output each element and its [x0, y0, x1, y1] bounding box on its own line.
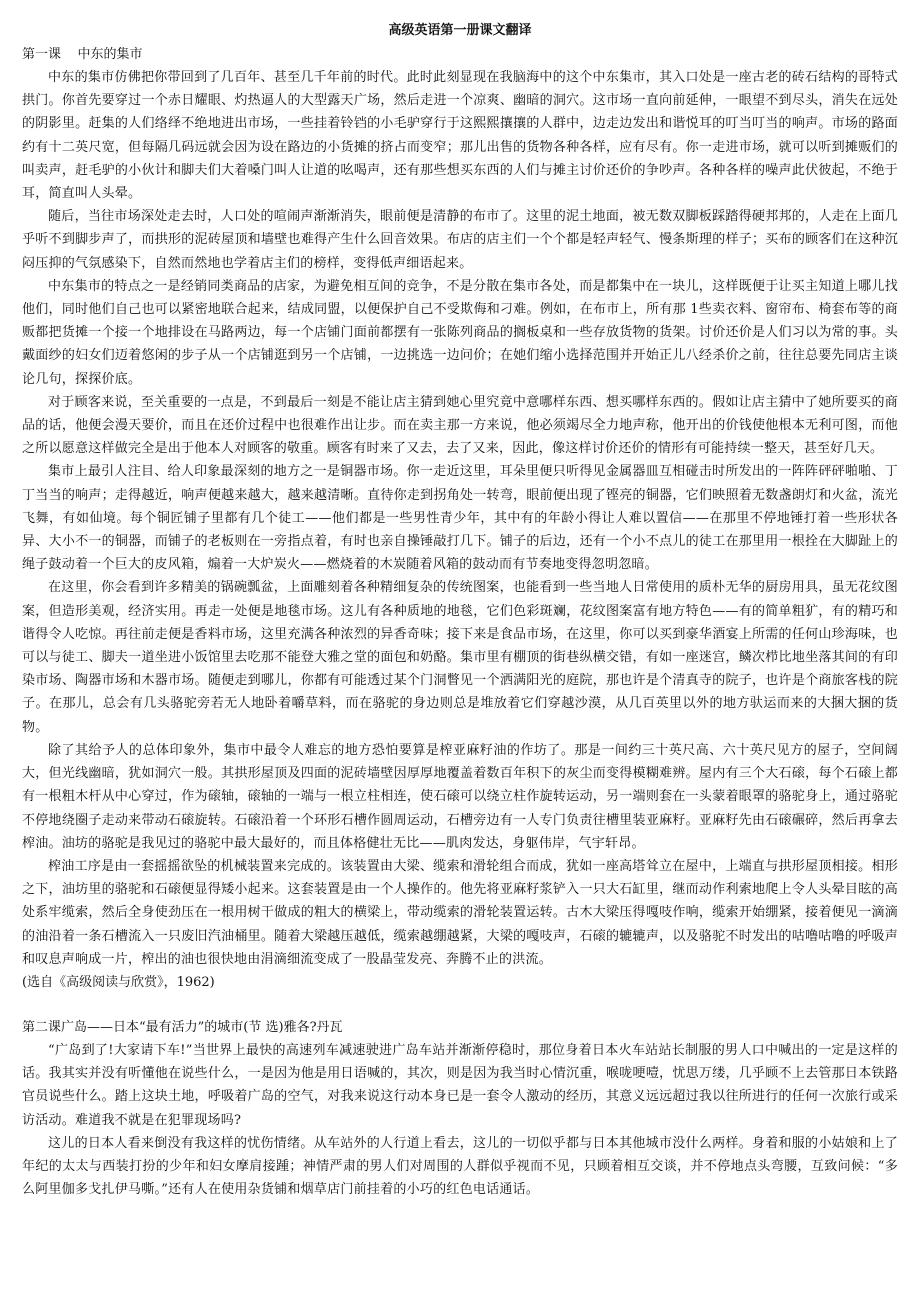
lesson1-paragraph: 对于顾客来说，至关重要的一点是，不到最后一刻是不能让店主猜到她心里究竟中意哪样东西、想买哪样东西的。假如让店主猜中了她所要买的商品的话，他便会漫天要价，而且在还价过程中也很难作出让步。而在卖主那一方来说，他必须竭尽全力地声称，他开出的价钱使他根本无利可图，而他之所以愿意这样做完全是出于他本人对顾客的敬重。顾客有时来了又去，去了又来，因此，像这样讨价还价的情形有可能持续一整天，甚至好几天。 [22, 394, 898, 457]
lesson2-paragraph: “广岛到了!大家请下车!”当世界上最快的高速列车减速驶进广岛车站并渐渐停稳时，那位身着日本火车站站长制服的男人口中喊出的一定是这样的话。我其实并没有听懂他在说些什么，一是因为他是用日语喊的，其次，则是因为我当时心情沉重，喉咙哽噎，忧思万缕，几乎顾不上去管那日本铁路官员说些什么。踏上这块土地，呼吸着广岛的空气，对我来说这行动本身已是一套令人激动的经历，其意义远远超过我以往所进行的任何一次旅行或采访活动。难道我不就是在犯罪现场吗? [22, 1042, 898, 1128]
section-spacer [22, 994, 898, 1017]
lesson2-heading: 第二课广岛——日本“最有活力”的城市(节 选)雅各?丹瓦 [22, 1019, 343, 1035]
lesson1-paragraph: 榨油工序是由一套摇摇欲坠的机械装置来完成的。该装置由大梁、缆索和滑轮组合而成，犹如一座高塔耸立在屋中，上端直与拱形屋顶相接。相形之下，油坊里的骆驼和石磙便显得矮小起来。这套装置是由一个人操作的。他先将亚麻籽浆铲入一只大石缸里，继而动作利索地爬上令人头晕目眩的高处系牢缆索，然后全身使劲压在一根用树干做成的粗大的横梁上，带动缆索的滑轮装置运转。古木大梁压得嘎吱作响，缆索开始绷紧，接着便见一滴滴的油沿着一条石槽流入一只废旧汽油桶里。随着大梁越压越低，缆索越绷越紧，大梁的嘎吱声，石磙的辘辘声，以及骆驼不时发出的咕噜咕噜的呼吸声和叹息声响成一片，榨出的油也很快地由涓滴细流变成了一股晶莹发亮、奔腾不止的洪流。 [22, 858, 898, 967]
lesson2-paragraph: 这儿的日本人看来倒没有我这样的忧伤情绪。从车站外的人行道上看去，这儿的一切似乎都与日本其他城市没什么两样。身着和服的小姑娘和上了年纪的太太与西装打扮的少年和妇女摩肩接踵；神情严肃的男人们对周围的人群似乎视而不见，只顾着相互交谈，并不停地点头弯腰，互致问候：“多么阿里伽多戈扎伊马嘶。”还有人在使用杂货铺和烟草店门前挂着的小巧的红色电话通话。 [22, 1135, 898, 1198]
lesson1-paragraph: 集市上最引人注目、给人印象最深刻的地方之一是铜器市场。你一走近这里，耳朵里便只听得见金属器皿互相碰击时所发出的一阵阵砰砰啪啪、丁丁当当的响声；走得越近，响声便越来越大，越来越清晰。直待你走到拐角处一转弯，眼前便出现了铿亮的铜器，它们映照着无数盏朗灯和火盆，流光飞舞，有如仙境。每个铜匠铺子里都有几个徒工——他们都是一些男性青少年，其中有的年龄小得让人难以置信——在那里不停地锤打着一些形状各异、大小不一的铜器，而铺子的老板则在一旁指点着，有时也亲自操锤敲打几下。铺子的后边，还有一个小不点儿的徒工在那里用一根拴在大脚趾上的绳子鼓动着一个巨大的皮风箱，煽着一大炉炭火——燃烧着的木炭随着风箱的鼓动而有节奏地变得忽明忽暗。 [22, 464, 898, 573]
lesson1-paragraph: 在这里，你会看到许多精美的锅碗瓢盆，上面雕刻着各种精细复杂的传统图案，也能看到一些当地人日常使用的质朴无华的厨房用具，虽无花纹图案，但造形美观，经济实用。再走一处便是地毯市场。这儿有各种质地的地毯，它们色彩斑斓，花纹图案富有地方特色——有的简单粗犷，有的精巧和谐得令人吃惊。再往前走便是香料市场，这里充满各种浓烈的异香奇味；接下来是食品市场，在这里，你可以买到豪华酒宴上所需的任何山珍海味，也可以与徒工、脚夫一道坐进小饭馆里去吃那不能登大雅之堂的面包和奶酪。集市里有棚顶的街巷纵横交错，有如一座迷宫，鳞次栉比地坐落其间的有印染市场、陶器市场和木器市场。随便走到哪儿，你都有可能透过某个门洞瞥见一个洒满阳光的庭院，那也许是个清真寺的院子，也许是个商旅客栈的院子。在那儿，总会有几头骆驼旁若无人地卧着嚼草料，而在骆驼的身边则总是堆放着它们穿越沙漠，从几百英里以外的地方驮运而来的大捆大捆的货物。 [22, 580, 898, 735]
lesson1-heading: 第一课 中东的集市 [22, 47, 143, 62]
lesson1-paragraph: 中东的集市仿佛把你带回到了几百年、甚至几千年前的时代。此时此刻显现在我脑海中的这个中东集市，其入口处是一座古老的砖石结构的哥特式拱门。你首先要穿过一个赤日耀眼、灼热逼人的大型露天广场，然后走进一个凉爽、幽暗的洞穴。这市场一直向前延伸，一眼望不到尽头，消失在远处的阴影里。赶集的人们络绎不绝地进出市场，一些挂着铃铛的小毛驴穿行于这熙熙攘攘的人群中，边走边发出和谐悦耳的叮当叮当的响声。市场的路面约有十二英尺宽，但每隔几码远就会因为设在路边的小货摊的挤占而变窄；那儿出售的货物各种各样，应有尽有。你一走进市场，就可以听到摊贩们的叫卖声，赶毛驴的小伙计和脚夫们大着嗓门叫人让道的吆喝声，还有那些想买东西的人们与摊主讨价还价的争吵声。各种各样的噪声此伏彼起，不绝于耳，简直叫人头晕。 [22, 70, 898, 202]
lesson1-paragraph: 中东集市的特点之一是经销同类商品的店家，为避免相互间的竞争，不是分散在集市各处，而是都集中在一块儿，这样既便于让买主知道上哪儿找他们，同时他们自己也可以紧密地联合起来，结成同盟，以便保护自己不受欺侮和刁难。例如，在布市上，所有那 1些卖衣料、窗帘布、椅套布等的商贩都把货摊一个接一个地排设在马路两边，每一个店铺门面前都摆有一张陈列商品的搁板桌和一些存放货物的货架。讨价还价是人们习以为常的事。头戴面纱的妇女们迈着悠闲的步子从一个店铺逛到另一个店铺，一边挑选一边问价；在她们缩小选择范围并开始正儿八经杀价之前，往往总要先同店主谈论几句，探探价底。 [22, 278, 898, 387]
document-title: 高级英语第一册课文翻译 [388, 23, 532, 38]
lesson1-paragraph: 随后，当往市场深处走去时，人口处的喧闹声渐渐消失，眼前便是清静的布市了。这里的泥土地面，被无数双脚板踩踏得硬邦邦的，人走在上面几乎听不到脚步声了，而拱形的泥砖屋顶和墙壁也难得产生什么回音效果。布店的店主们一个个都是轻声轻气、慢条斯理的样子；买布的顾客们在这种沉闷压抑的气氛感染下，自然而然地也学着店主们的榜样，变得低声细语起来。 [22, 209, 898, 271]
lesson1-source: (选自《高级阅读与欣赏》，1962) [22, 974, 215, 990]
lesson1-paragraph: 除了其给予人的总体印象外，集市中最令人难忘的地方恐怕要算是榨亚麻籽油的作坊了。那是一间约三十英尺高、六十英尺见方的屋子，空间阔大，但光线幽暗，犹如洞穴一般。其拱形屋顶及四面的泥砖墙壁因厚厚地覆盖着数百年积下的灰尘而变得模糊难辨。屋内有三个大石磙，每个石磙上都有一根粗木杆从中心穿过，作为磙轴，磙轴的一端与一根立柱相连，使石磙可以绕立柱作旋转运动，另一端则套在一头蒙着眼罩的骆驼身上，通过骆驼不停地绕圈子走动来带动石磙旋转。石磙沿着一个环形石槽作圆周运动，石槽旁边有一人专门负责往槽里装亚麻籽。亚麻籽先由石磙碾碎，然后再拿去榨油。油坊的骆驼是我见过的骆驼中最大最好的，而且体格健壮无比——肌肉发达，身躯伟岸，气宇轩昂。 [22, 742, 898, 851]
